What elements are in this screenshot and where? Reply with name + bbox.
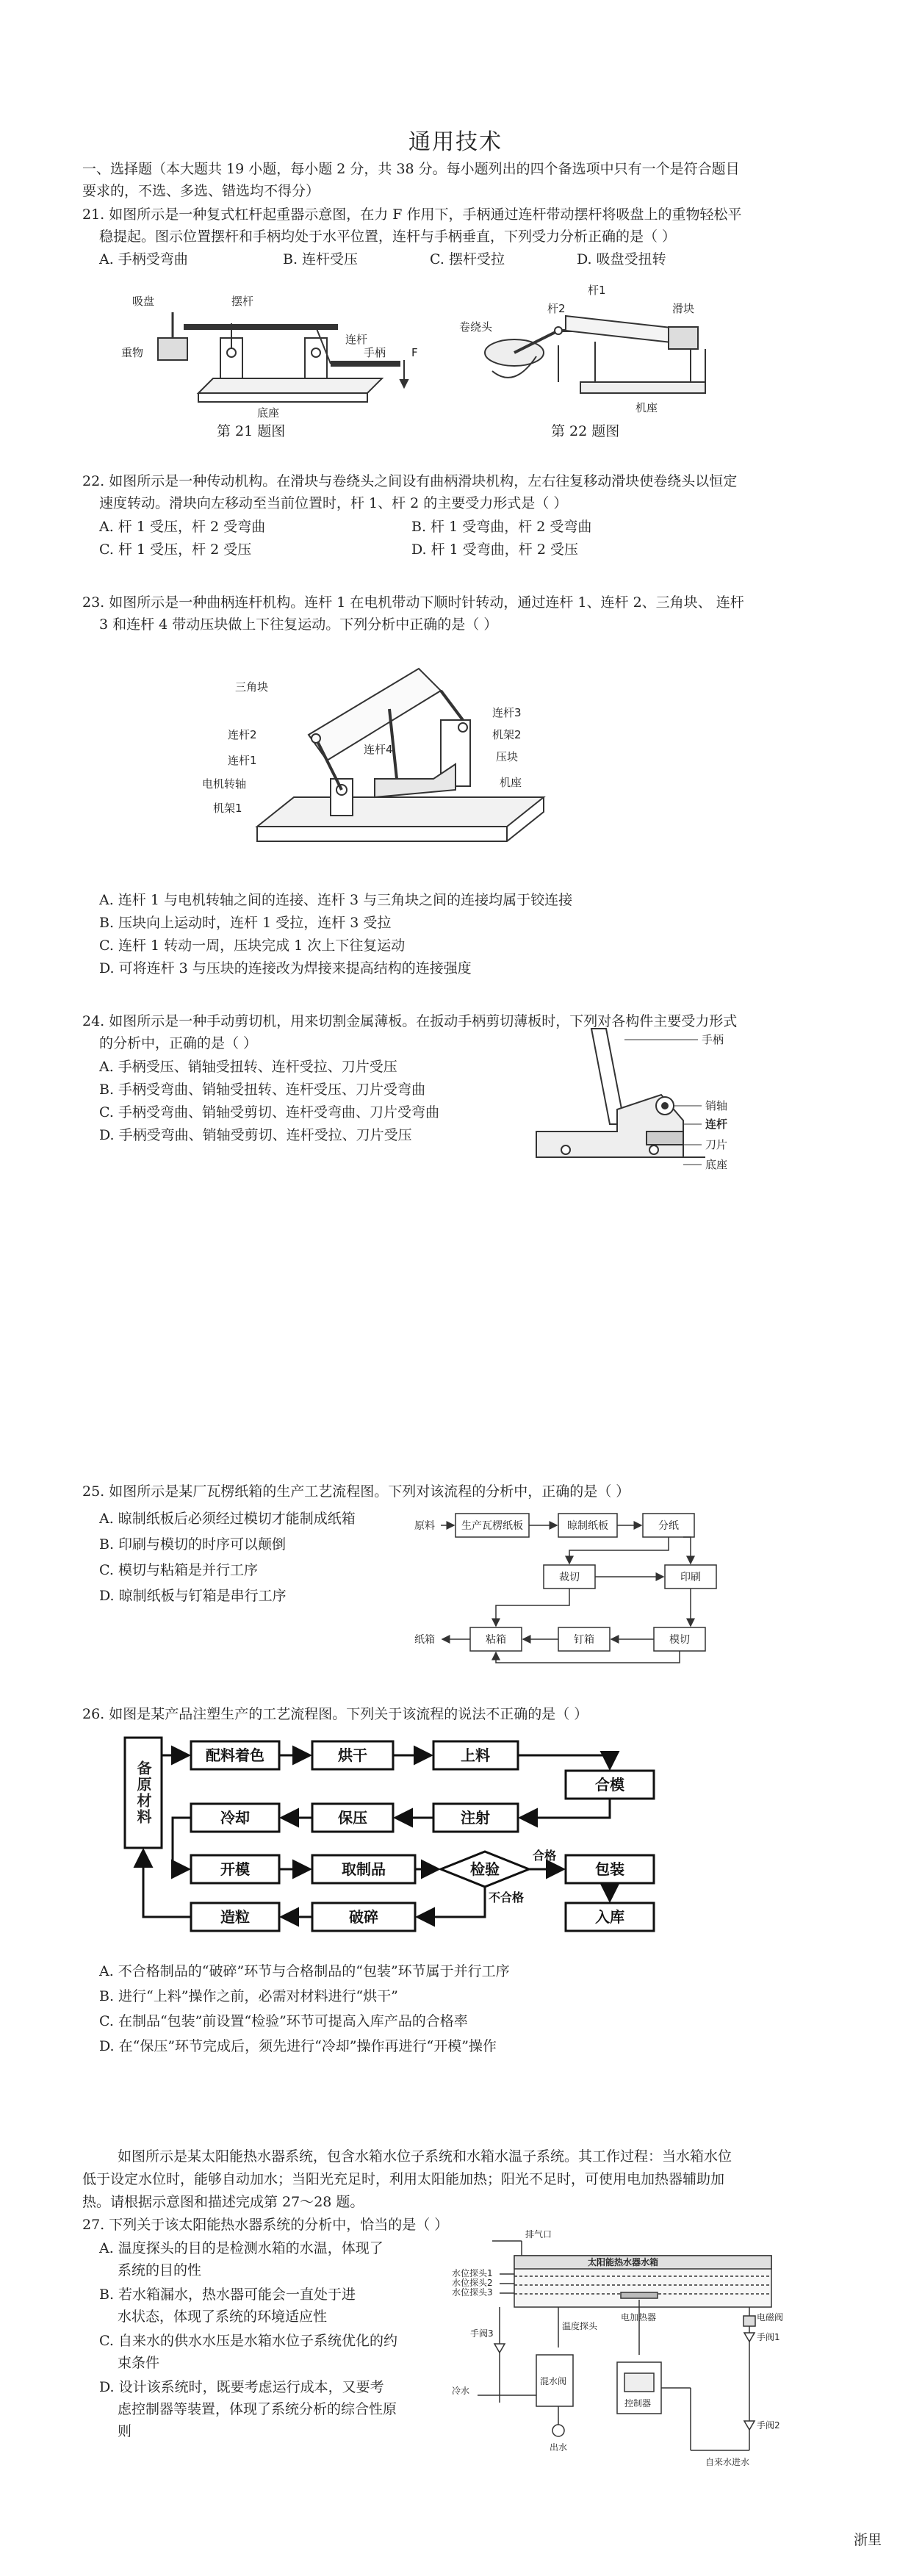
q27-label-cold-water: 冷水 (452, 2386, 470, 2396)
q27-label-vent: 排气口 (525, 2229, 552, 2239)
q26-node-pelletize: 造粒 (220, 1908, 250, 1926)
q23-label-frame2: 机架2 (492, 728, 522, 741)
q24-label-blade: 刀片 (705, 1138, 728, 1151)
q26-label-fail: 不合格 (489, 1890, 525, 1904)
q27-label-solenoid-valve: 电磁阀 (757, 2312, 784, 2323)
q27-label-valve3: 手阀3 (470, 2328, 494, 2339)
q25-option-c: C. 模切与粘箱是并行工序 (99, 1562, 258, 1578)
q27-label-level-probe1: 水位探头1 (452, 2268, 493, 2278)
q27-option-d-cont2: 则 (118, 2423, 132, 2439)
q25-node-make-board: 生产瓦楞纸板 (461, 1520, 523, 1532)
q26-node-crush: 破碎 (349, 1908, 378, 1926)
q24-label-handle: 手柄 (702, 1033, 724, 1046)
q26-option-d: D. 在“保压”环节完成后，须先进行“冷却”操作再进行“开模”操作 (99, 2038, 497, 2054)
q25-option-b: B. 印刷与模切的时序可以颠倒 (99, 1536, 287, 1553)
q22-label-rod1: 杆1 (588, 284, 606, 297)
q22-label-slider: 滑块 (672, 302, 695, 315)
q27-label-valve1: 手阀1 (757, 2332, 780, 2342)
q27-label-temp-probe: 温度探头 (562, 2321, 598, 2331)
q24-stem: 24. 如图所示是一种手动剪切机，用来切割金属薄板。在扳动手柄剪切薄板时，下列对各构件主要受力形式 (82, 1013, 738, 1029)
q24-label-pin: 销轴 (705, 1099, 728, 1112)
q27-label-valve2: 手阀2 (757, 2420, 780, 2431)
q21-label-swing-rod: 摆杆 (231, 295, 254, 308)
q27-intro-cont1: 低于设定水位时，能够自动加水；当阳光充足时，利用太阳能加热；阳光不足时，可使用电加热器辅助加 (82, 2171, 725, 2187)
q21-caption: 第 21 题图 (217, 423, 286, 439)
q21-option-a: A. 手柄受弯曲 (99, 251, 188, 267)
q26-option-c: C. 在制品“包装”前设置“检验”环节可提高入库产品的合格率 (99, 2013, 468, 2029)
section-heading-cont: 要求的，不选、多选、错选均不得分） (82, 183, 320, 199)
q26-stem: 26. 如图是某产品注塑生产的工艺流程图。下列关于该流程的说法不正确的是（ ） (82, 1706, 588, 1722)
footer-text: 浙里 (853, 2532, 882, 2548)
q25-flowchart (411, 1503, 749, 1672)
q27-option-c: C. 自来水的供水水压是水箱水位子系统优化的约 (99, 2333, 397, 2349)
q22-label-winder: 卷绕头 (459, 320, 493, 334)
q24-option-a: A. 手柄受压、销轴受扭转、连杆受拉、刀片受压 (99, 1059, 397, 1075)
q21-label-link: 连杆 (345, 333, 368, 346)
q25-node-dry-board: 晾制纸板 (567, 1520, 608, 1532)
q27-label-tap-inlet: 自来水进水 (705, 2457, 750, 2467)
q23-option-c: C. 连杆 1 转动一周，压块完成 1 次上下往复运动 (99, 938, 406, 954)
q26-option-a: A. 不合格制品的“破碎”环节与合格制品的“包装”环节属于并行工序 (99, 1963, 510, 1979)
q27-option-a: A. 温度探头的目的是检测水箱的水温，体现了 (99, 2240, 384, 2256)
q26-node-inspect: 检验 (470, 1860, 500, 1878)
q26-node-inject: 注射 (461, 1809, 490, 1827)
q22-stem-cont: 速度转动。滑块向左移动至当前位置时，杆 1、杆 2 的主要受力形式是（ ） (99, 495, 568, 511)
q23-label-link1: 连杆1 (228, 754, 257, 767)
q21-label-weight: 重物 (121, 346, 144, 359)
q25-node-split: 分纸 (658, 1520, 679, 1532)
q27-label-tank: 太阳能热水器水箱 (588, 2257, 659, 2267)
q27-option-b: B. 若水箱漏水，热水器可能会一直处于进 (99, 2287, 356, 2303)
q21-stem: 21. 如图所示是一种复式杠杆起重器示意图，在力 F 作用下，手柄通过连杆带动摆杆将吸盘上的重物轻松平 (82, 206, 742, 223)
q27-option-b-cont: 水状态，体现了系统的环境适应性 (118, 2309, 328, 2325)
q24-option-d: D. 手柄受弯曲、销轴受剪切、连杆受拉、刀片受压 (99, 1127, 412, 1143)
q27-label-mixing-valve: 混水阀 (540, 2376, 567, 2386)
q21-option-d: D. 吸盘受扭转 (577, 251, 666, 267)
q23-label-base: 机座 (500, 776, 522, 789)
q22-label-rod2: 杆2 (547, 302, 566, 315)
q27-option-c-cont: 束条件 (118, 2355, 160, 2371)
section-heading: 一、选择题（本大题共 19 小题，每小题 2 分，共 38 分。每小题列出的四个备选项中只有一个是符合题目 (82, 161, 740, 177)
q25-node-staple: 钉箱 (574, 1634, 594, 1646)
q26-node-cool: 冷却 (220, 1809, 250, 1827)
q23-label-frame1: 机架1 (213, 802, 242, 815)
q27-label-outlet: 出水 (550, 2442, 568, 2453)
q25-node-glue: 粘箱 (486, 1634, 506, 1646)
q27-option-a-cont: 系统的目的性 (118, 2262, 202, 2278)
q27-label-level-probe2: 水位探头2 (452, 2278, 493, 2288)
q21-label-force: F (411, 346, 418, 359)
q22-caption: 第 22 题图 (551, 423, 620, 439)
q25-node-print: 印刷 (680, 1572, 701, 1583)
q25-stem: 25. 如图所示是某厂瓦楞纸箱的生产工艺流程图。下列对该流程的分析中，正确的是（ ） (82, 1483, 630, 1500)
q24-label-base: 底座 (705, 1158, 728, 1171)
q23-label-motor-shaft: 电机转轴 (202, 777, 247, 791)
q26-node-mix: 配料着色 (206, 1746, 264, 1764)
q24-figure (514, 1021, 779, 1198)
q21-label-sucker: 吸盘 (132, 295, 155, 308)
q21-stem-cont: 稳提起。图示位置摆杆和手柄均处于水平位置，连杆与手柄垂直，下列受力分析正确的是（ ） (99, 229, 677, 245)
q22-stem: 22. 如图所示是一种传动机构。在滑块与卷绕头之间设有曲柄滑块机构，左右往复移动滑块使卷绕头以恒定 (82, 473, 738, 489)
q24-option-c: C. 手柄受弯曲、销轴受剪切、连杆受弯曲、刀片受弯曲 (99, 1104, 439, 1120)
q26-node-prepare-material: 备原材料 (134, 1760, 152, 1825)
page-title: 通用技术 (408, 129, 503, 155)
q23-label-triangle: 三角块 (235, 680, 269, 694)
q26-node-dry: 烘干 (338, 1746, 367, 1764)
q27-figure (448, 2226, 793, 2472)
q21-figure (110, 283, 419, 422)
q26-node-open-mold: 开模 (220, 1860, 250, 1878)
q23-option-b: B. 压块向上运动时，连杆 1 受拉，连杆 3 受拉 (99, 915, 392, 931)
q26-node-pack: 包装 (595, 1860, 624, 1878)
q27-intro: 如图所示是某太阳能热水器系统，包含水箱水位子系统和水箱水温子系统。其工作过程：当水箱水位 (118, 2148, 732, 2165)
q22-figure (448, 272, 720, 419)
q25-option-d: D. 晾制纸板与钉箱是串行工序 (99, 1588, 287, 1604)
q26-flowchart (110, 1730, 698, 1943)
q23-option-d: D. 可将连杆 3 与压块的连接改为焊接来提高结构的连接强度 (99, 960, 472, 976)
q26-node-store: 入库 (595, 1908, 624, 1926)
q26-node-hold: 保压 (338, 1809, 367, 1827)
q23-stem: 23. 如图所示是一种曲柄连杆机构。连杆 1 在电机带动下顺时针转动，通过连杆 1、连杆 2、三角块、 连杆 (82, 594, 744, 611)
q25-node-box: 纸箱 (414, 1634, 435, 1646)
q24-label-link: 连杆 (705, 1118, 728, 1131)
q26-node-take-out: 取制品 (342, 1860, 386, 1878)
q21-label-handle: 手柄 (364, 346, 386, 359)
q21-option-c: C. 摆杆受拉 (430, 251, 505, 267)
q25-node-die-cut: 模切 (669, 1634, 690, 1646)
q27-intro-cont2: 热。请根据示意图和描述完成第 27～28 题。 (82, 2194, 364, 2210)
q22-option-c: C. 杆 1 受压，杆 2 受压 (99, 542, 252, 558)
q22-option-b: B. 杆 1 受弯曲，杆 2 受弯曲 (411, 519, 592, 535)
q27-label-heater: 电加热器 (621, 2312, 657, 2323)
q24-stem-cont: 的分析中，正确的是（ ） (99, 1035, 258, 1051)
q23-option-a: A. 连杆 1 与电机转轴之间的连接、连杆 3 与三角块之间的连接均属于铰连接 (99, 892, 573, 908)
q21-label-base: 底座 (257, 406, 280, 420)
q27-option-d-cont: 虑控制器等装置，体现了系统分析的综合性原 (118, 2401, 397, 2417)
q23-stem-cont: 3 和连杆 4 带动压块做上下往复运动。下列分析中正确的是（ ） (99, 616, 498, 633)
q26-label-pass: 合格 (533, 1849, 557, 1863)
q25-node-cut: 裁切 (559, 1572, 580, 1583)
q27-option-d: D. 设计该系统时，既要考虑运行成本，又要考 (99, 2379, 384, 2395)
q24-option-b: B. 手柄受弯曲、销轴受扭转、连杆受压、刀片受弯曲 (99, 1082, 426, 1098)
q23-label-link2: 连杆2 (228, 728, 257, 741)
q22-option-a: A. 杆 1 受压，杆 2 受弯曲 (99, 519, 266, 535)
q26-node-close-mold: 合模 (595, 1776, 624, 1794)
q23-label-press-block: 压块 (496, 750, 519, 763)
q25-node-raw: 原料 (414, 1520, 435, 1532)
q27-stem: 27. 下列关于该太阳能热水器系统的分析中，恰当的是（ ） (82, 2217, 449, 2233)
q21-option-b: B. 连杆受压 (283, 251, 359, 267)
q23-label-link4: 连杆4 (364, 743, 393, 756)
q23-label-link3: 连杆3 (492, 706, 522, 719)
q23-figure (198, 639, 580, 882)
q22-option-d: D. 杆 1 受弯曲，杆 2 受压 (411, 542, 578, 558)
q27-label-level-probe3: 水位探头3 (452, 2287, 493, 2298)
q26-option-b: B. 进行“上料”操作之前，必需对材料进行“烘干” (99, 1988, 398, 2004)
q22-label-frame: 机座 (635, 401, 658, 414)
q27-label-controller: 控制器 (624, 2398, 652, 2408)
q26-node-load: 上料 (461, 1746, 490, 1764)
q25-option-a: A. 晾制纸板后必须经过模切才能制成纸箱 (99, 1511, 356, 1527)
